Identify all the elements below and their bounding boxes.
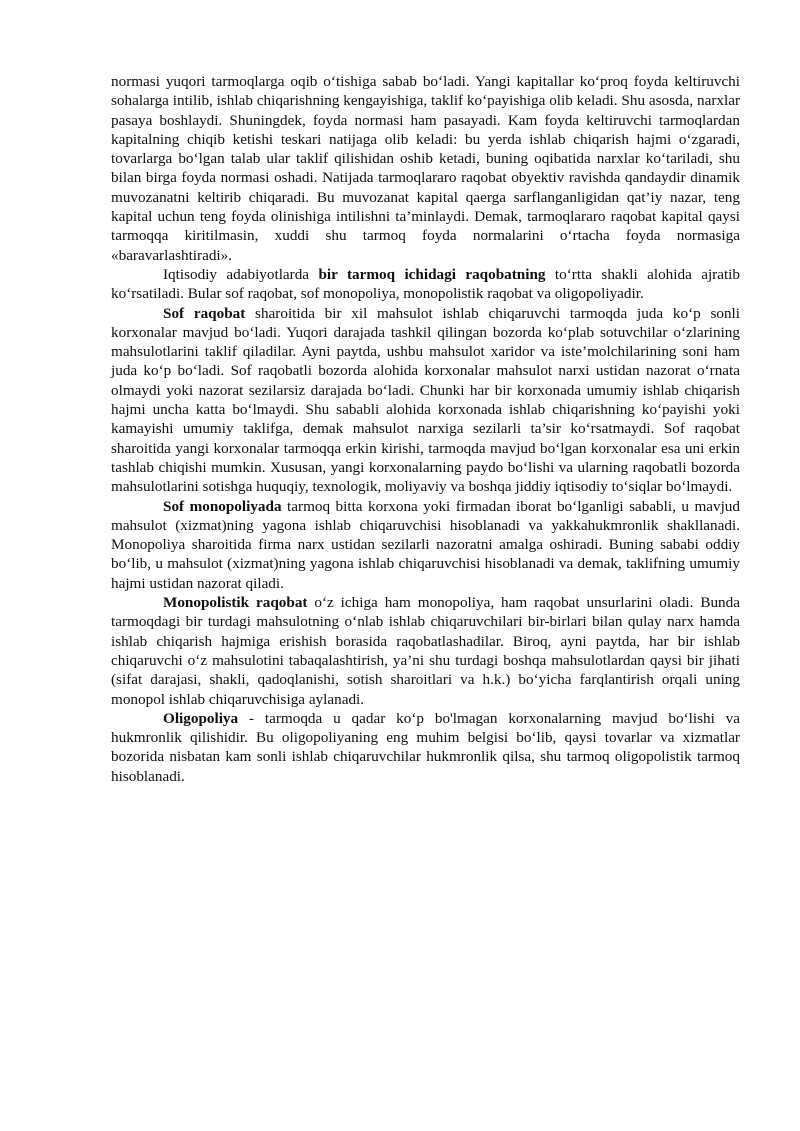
document-page [111,72,740,786]
paragraph-text: toʻrtta shakli alohida ajratib koʻrsatiladi. Bular sof raqobat, sof monopoliya, monopolistik raqobat va oligopoliyadir. [111,265,740,303]
paragraph-monopolistic-competition [111,593,740,709]
paragraph-text: tarmoq bitta korxona yoki firmadan iborat boʻlganligi sababli, u mavjud mahsulot (xizmat)ning yagona ishlab chiqaruvchisi hisoblanadi va yakkahukmronlik shakllanadi. Monopoliya sharoitida firma narx ustidan sezilarli nazoratni amalga oshiradi. Buning sababi oddiy boʻlib, u mahsulot (xizmat)ning yagona ishlab chiqaruvchisi hisoblanadi va demak, taklifning umumiy hajmi ustidan nazorat qiladi. [111,497,740,592]
paragraph-text: normasi yuqori tarmoqlarga oqib oʻtishiga sabab boʻladi. Yangi kapitallar koʻproq foyda keltiruvchi sohalarga intilib, ishlab chiqarishning kengayishiga, taklif koʻpayishiga olib keladi. Shu asosda, narxlar pasaya boshlaydi. Shuningdek, foyda normasi ham pasayadi. Kam foyda keltiruvchi tarmoqlardan kapitalning chiqib ketishi teskari natijaga olib keladi: bu yerda ishlab chiqarish hajmi oʻzgaradi, tovarlarga boʻlgan talab ular taklif qilishidan oshib ketadi, buning oqibatida narxlar koʻtariladi, shu bilan birga foyda normasi oshadi. Natijada tarmoqlararo raqobat obyektiv ravishda qandaydir dinamik muvozanatni keltirib chiqaradi. Bu muvozanat kapital qaerga sarflanganligidan qat’iy nazar, teng kapital uchun teng foyda olinishiga intilishni ta’minlaydi. Demak, tarmoqlararo raqobat kapital qaysi tarmoqqa kiritilmasin, xuddi shu tarmoq foyda normalarini oʻrtacha foyda normasiga «baravarlashtiradi». [111,73,740,264]
paragraph-text: - tarmoqda u qadar koʻp bo'lmagan korxonalarning mavjud boʻlishi va hukmronlik qilishidir. Bu oligopoliyaning eng muhim belgisi boʻlib, qaysi tovarlar va xizmatlar bozorida nisbatan kam sonli ishlab chiqaruvchilar hukmronlik qilsa, shu tarmoq oligopolistik tarmoq hisoblanadi. [111,709,740,785]
paragraph-text: sharoitida bir xil mahsulot ishlab chiqaruvchi tarmoqda juda koʻp sonli korxonalar mavjud boʻladi. Yuqori darajada tashkil qilingan bozorda koʻplab sotuvchilar oʻzlarining mahsulotlarini taklif qiladilar. Ayni paytda, ushbu mahsulot xaridor va iste’molchilarining soni ham juda koʻp boʻladi. Sof raqobatli bozorda alohida korxonalar mahsulot narxi ustidan nazorat oʻrnata olmaydi yoki nazorat sezilarsiz darajada boʻladi. Chunki har bir korxonada umumiy ishlab chiqarish hajmi uncha katta boʻlmaydi. Shu sababli alohida korxonada ishlab chiqarishning koʻpayishi yoki kamayishi umumiy taklifga, demak mahsulot narxiga sezilarli ta’sir koʻrsatmaydi. Sof raqobat sharoitida yangi korxonalar tarmoqqa erkin kirishi, tarmoqda mavjud boʻlgan korxonalar esa uni erkin tashlab chiqishi mumkin. Xususan, yangi korxonalarning paydo boʻlishi va ularning raqobatli bozorda mahsulotlarini sotishga huquqiy, texnologik, moliyaviy va boshqa jiddiy iqtisodiy toʻsiqlar boʻlmaydi. [111,304,740,496]
paragraph-text: oʻz ichiga ham monopoliya, ham raqobat unsurlarini oladi. Bunda tarmoqdagi bir turdagi mahsulotning oʻnlab ishlab chiqaruvchilari bir-birlari bilan qulay narx hamda ishlab chiqarish hajmiga erishish borasida raqobatlashadilar. Biroq, ayni paytda, har bir ishlab chiqaruvchi oʻz mahsulotini tabaqalashtirish, ya’ni shu turdagi boshqa mahsulotlardan qaysi bir jihati (sifat darajasi, shakli, qadoqlanishi, sotish sharoitlari va h.k.) boʻyicha farqlantirish orqali uning monopol ishlab chiqaruvchisiga aylanadi. [111,594,740,708]
paragraph-competition-forms [111,265,740,304]
bold-term: bir tarmoq ichidagi raqobatning [318,265,546,283]
bold-term: Sof raqobat [163,304,246,322]
paragraph-continuation [111,72,740,265]
paragraph-pure-competition [111,304,740,497]
paragraph-pure-monopoly [111,497,740,593]
bold-term: Oligopoliya [163,709,239,727]
bold-term: Sof monopoliyada [163,497,282,515]
paragraph-lead: Iqtisodiy adabiyotlarda [163,265,319,283]
bold-term: Monopolistik raqobat [163,594,308,612]
paragraph-oligopoly [111,709,740,786]
